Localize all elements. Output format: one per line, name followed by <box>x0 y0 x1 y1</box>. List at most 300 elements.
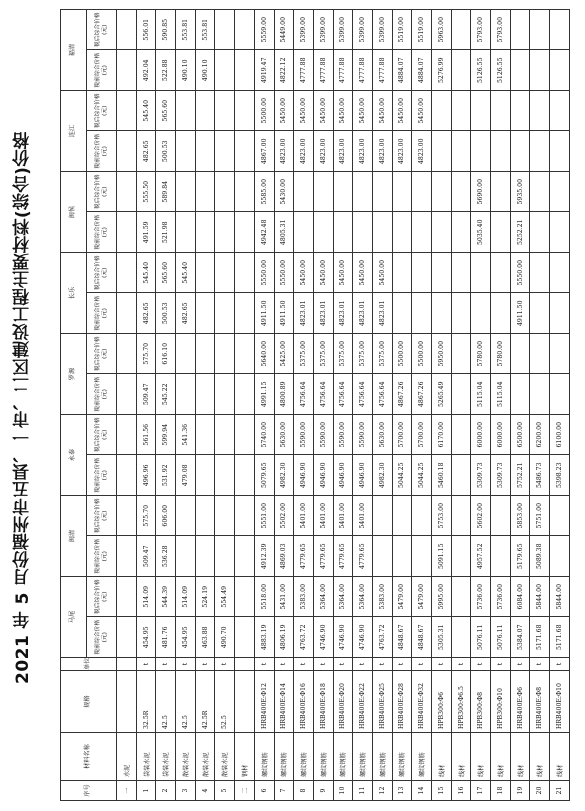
price-cell: 5585.00 <box>254 172 274 213</box>
price-cell: 4946.90 <box>333 455 353 496</box>
row-seq-cell: 一 <box>117 781 137 801</box>
header-pretax-price: 税前综合价格(元) <box>87 374 117 415</box>
price-cell: 4763.72 <box>372 617 392 658</box>
price-cell: 5035.40 <box>471 212 491 253</box>
price-cell <box>530 334 550 375</box>
material-name-cell: 散装水泥 <box>195 733 215 781</box>
row-seq-cell: 7 <box>274 781 294 801</box>
row-seq-cell: 17 <box>471 781 491 801</box>
price-cell: 5399.00 <box>333 10 353 51</box>
material-name-cell: 螺纹钢筋 <box>412 733 432 781</box>
price-cell <box>353 212 373 253</box>
price-cell <box>451 50 471 91</box>
price-cell: 4805.31 <box>274 212 294 253</box>
price-cell: 5500.00 <box>254 91 274 132</box>
price-cell: 482.65 <box>176 293 196 334</box>
price-cell <box>550 253 570 294</box>
price-cell <box>550 374 570 415</box>
price-cell <box>530 212 550 253</box>
price-cell <box>530 131 550 172</box>
row-seq-cell: 16 <box>451 781 471 801</box>
price-cell: 4946.90 <box>313 455 333 496</box>
price-cell: 5550.00 <box>254 253 274 294</box>
price-cell: 5079.65 <box>254 455 274 496</box>
price-cell <box>451 334 471 375</box>
price-cell <box>215 496 235 537</box>
price-cell <box>451 212 471 253</box>
price-cell <box>195 415 215 456</box>
price-cell: 5450.00 <box>294 91 314 132</box>
price-cell: 5364.00 <box>333 577 353 618</box>
price-cell: 4756.64 <box>372 374 392 415</box>
price-cell: 5502.00 <box>274 496 294 537</box>
price-cell: 4779.65 <box>353 536 373 577</box>
price-cell: 5171.68 <box>530 617 550 658</box>
price-table-container <box>60 10 570 801</box>
price-cell: 4942.48 <box>254 212 274 253</box>
unit-cell: t <box>451 658 471 671</box>
price-cell <box>550 50 570 91</box>
price-cell: 555.50 <box>136 172 156 213</box>
price-cell: 5479.00 <box>392 577 412 618</box>
price-cell: 4823.00 <box>353 131 373 172</box>
table-row <box>510 10 530 801</box>
row-seq-cell: 3 <box>176 781 196 801</box>
price-cell <box>117 496 137 537</box>
spec-cell: HRB400E:Φ25 <box>372 671 392 733</box>
price-cell <box>432 293 452 334</box>
price-cell: 5559.00 <box>254 10 274 51</box>
price-cell: 4919.47 <box>254 50 274 91</box>
price-cell: 5590.00 <box>333 415 353 456</box>
price-cell: 5963.00 <box>432 10 452 51</box>
price-cell <box>235 496 255 537</box>
row-seq-cell: 1 <box>136 781 156 801</box>
price-cell: 5500.00 <box>412 334 432 375</box>
price-cell <box>195 455 215 496</box>
price-cell: 5044.25 <box>412 455 432 496</box>
price-cell: 6100.00 <box>550 415 570 456</box>
price-cell <box>215 293 235 334</box>
table-row <box>333 10 353 801</box>
price-cell: 5935.00 <box>510 172 530 213</box>
table-row <box>254 10 274 801</box>
price-cell: 5383.00 <box>294 577 314 618</box>
spec-cell: 52.5 <box>215 671 235 733</box>
price-cell <box>392 253 412 294</box>
price-cell <box>176 374 196 415</box>
price-cell <box>333 212 353 253</box>
price-cell: 5460.18 <box>432 455 452 496</box>
price-cell <box>550 91 570 132</box>
price-cell: 5450.00 <box>274 91 294 132</box>
price-cell: 5551.00 <box>254 496 274 537</box>
price-cell: 5450.00 <box>333 91 353 132</box>
price-cell: 553.81 <box>176 10 196 51</box>
price-cell <box>235 50 255 91</box>
price-cell: 522.88 <box>156 50 176 91</box>
price-cell: 5500.00 <box>392 334 412 375</box>
material-name-cell: 线材 <box>530 733 550 781</box>
price-cell: 4823.00 <box>313 131 333 172</box>
price-cell: 5751.00 <box>530 496 550 537</box>
unit-cell: t <box>412 658 432 671</box>
price-cell: 561.56 <box>136 415 156 456</box>
price-cell: 4884.07 <box>412 50 432 91</box>
price-cell <box>215 131 235 172</box>
table-row <box>156 10 176 801</box>
header-region: 永泰 <box>61 415 87 496</box>
price-cell: 575.70 <box>136 334 156 375</box>
price-cell: 5450.00 <box>294 253 314 294</box>
price-cell <box>530 91 550 132</box>
table-row <box>117 10 137 801</box>
price-cell <box>471 253 491 294</box>
price-cell: 6000.00 <box>471 415 491 456</box>
row-seq-cell: 11 <box>353 781 373 801</box>
price-cell: 5450.00 <box>313 91 333 132</box>
table-row <box>136 10 156 801</box>
price-cell <box>117 253 137 294</box>
price-cell <box>550 536 570 577</box>
price-cell: 4779.65 <box>333 536 353 577</box>
price-cell: 4746.90 <box>313 617 333 658</box>
price-cell: 5753.00 <box>432 496 452 537</box>
price-cell <box>215 253 235 294</box>
price-cell <box>432 131 452 172</box>
row-seq-cell: 14 <box>412 781 432 801</box>
material-name-cell: 线材 <box>432 733 452 781</box>
price-cell: 4756.64 <box>353 374 373 415</box>
header-posttax-price: 税后综合价格(元) <box>87 334 117 375</box>
price-cell: 5364.00 <box>353 577 373 618</box>
price-cell <box>235 91 255 132</box>
price-cell: 4823.00 <box>372 131 392 172</box>
price-cell: 4779.65 <box>294 536 314 577</box>
price-cell: 554.49 <box>215 577 235 618</box>
unit-cell: t <box>432 658 452 671</box>
price-cell: 4823.01 <box>353 293 373 334</box>
header-pretax-price: 税前综合价格(元) <box>87 293 117 334</box>
price-cell <box>235 293 255 334</box>
price-cell <box>451 253 471 294</box>
price-cell: 454.95 <box>176 617 196 658</box>
header-region: 连江 <box>61 91 87 172</box>
price-cell <box>392 536 412 577</box>
price-cell: 565.60 <box>156 91 176 132</box>
price-cell: 5309.73 <box>471 455 491 496</box>
price-cell <box>432 253 452 294</box>
price-cell: 5519.00 <box>392 10 412 51</box>
price-cell: 4779.65 <box>313 536 333 577</box>
price-cell: 5126.55 <box>471 50 491 91</box>
material-name-cell: 螺纹钢筋 <box>372 733 392 781</box>
price-cell <box>412 536 432 577</box>
spec-cell: HPB300:Φ8 <box>471 671 491 733</box>
price-cell: 4946.90 <box>294 455 314 496</box>
price-cell: 4883.19 <box>254 617 274 658</box>
price-cell: 4763.72 <box>294 617 314 658</box>
price-cell: 5126.55 <box>491 50 511 91</box>
row-seq-cell: 12 <box>372 781 392 801</box>
header-name: 材料名称 <box>61 733 117 781</box>
price-cell: 4867.00 <box>254 131 274 172</box>
price-cell <box>451 577 471 618</box>
row-seq-cell: 15 <box>432 781 452 801</box>
header-pretax-price: 税前综合价格(元) <box>87 536 117 577</box>
material-name-cell: 散装水泥 <box>176 733 196 781</box>
header-pretax-price: 税前综合价格(元) <box>87 212 117 253</box>
price-cell: 5752.21 <box>510 455 530 496</box>
price-cell: 5550.00 <box>510 253 530 294</box>
header-posttax-price: 税后综合价格(元) <box>87 577 117 618</box>
price-cell <box>176 496 196 537</box>
price-cell <box>176 131 196 172</box>
price-cell <box>491 91 511 132</box>
price-cell <box>235 334 255 375</box>
price-cell: 5398.23 <box>550 455 570 496</box>
table-row <box>215 10 235 801</box>
material-name-cell: 线材 <box>471 733 491 781</box>
price-cell: 4823.01 <box>294 293 314 334</box>
header-region: 闽清 <box>61 496 87 577</box>
unit-cell: t <box>392 658 412 671</box>
price-cell <box>215 536 235 577</box>
price-cell <box>491 212 511 253</box>
price-cell: 5450.00 <box>333 253 353 294</box>
price-cell <box>412 496 432 537</box>
price-cell: 4823.00 <box>412 131 432 172</box>
price-cell <box>176 172 196 213</box>
price-table <box>60 9 570 801</box>
price-cell <box>432 172 452 213</box>
price-cell: 616.10 <box>156 334 176 375</box>
price-cell <box>117 91 137 132</box>
unit-cell: t <box>471 658 491 671</box>
price-cell: 482.65 <box>136 131 156 172</box>
price-cell: 556.01 <box>136 10 156 51</box>
price-cell <box>235 536 255 577</box>
spec-cell: HRB400E:Φ16 <box>294 671 314 733</box>
price-cell <box>530 10 550 51</box>
price-cell: 4982.30 <box>372 455 392 496</box>
header-row-regions <box>61 10 87 801</box>
price-cell <box>215 415 235 456</box>
price-cell <box>117 172 137 213</box>
price-cell: 5550.00 <box>274 253 294 294</box>
header-region: 长乐 <box>61 253 87 334</box>
price-cell: 5450.00 <box>372 91 392 132</box>
table-row <box>491 10 511 801</box>
header-pretax-price: 税前综合价格(元) <box>87 131 117 172</box>
price-cell <box>372 496 392 537</box>
price-cell: 5115.04 <box>471 374 491 415</box>
price-cell <box>451 91 471 132</box>
unit-cell: t <box>294 658 314 671</box>
price-cell <box>176 334 196 375</box>
table-row <box>274 10 294 801</box>
row-seq-cell: 18 <box>491 781 511 801</box>
spec-cell: HPB300:Φ6.5 <box>451 671 471 733</box>
material-name-cell: 螺纹钢筋 <box>254 733 274 781</box>
header-posttax-price: 税后综合价格(元) <box>87 253 117 294</box>
unit-cell: t <box>156 658 176 671</box>
header-region: 闽侯 <box>61 172 87 253</box>
unit-cell: t <box>313 658 333 671</box>
price-cell: 5479.00 <box>412 577 432 618</box>
price-cell: 545.40 <box>136 253 156 294</box>
material-name-cell: 袋装水泥 <box>136 733 156 781</box>
price-cell: 5375.00 <box>333 334 353 375</box>
price-cell: 5252.21 <box>510 212 530 253</box>
price-cell: 5450.00 <box>392 91 412 132</box>
price-cell: 4800.89 <box>274 374 294 415</box>
row-seq-cell: 2 <box>156 781 176 801</box>
price-cell: 4746.90 <box>333 617 353 658</box>
price-cell: 5450.00 <box>353 91 373 132</box>
price-cell <box>117 577 137 618</box>
header-pretax-price: 税前综合价格(元) <box>87 50 117 91</box>
price-cell: 5383.00 <box>372 577 392 618</box>
price-cell: 5399.00 <box>313 10 333 51</box>
price-cell: 5950.00 <box>432 334 452 375</box>
spec-cell: 42.5 <box>176 671 196 733</box>
price-cell: 6084.00 <box>510 577 530 618</box>
table-row <box>451 10 471 801</box>
table-row <box>530 10 550 801</box>
header-posttax-price: 税后综合价格(元) <box>87 91 117 132</box>
spec-cell: HPB300:Φ10 <box>491 671 511 733</box>
price-cell <box>117 212 137 253</box>
price-cell: 5450.00 <box>313 253 333 294</box>
unit-cell: t <box>510 658 530 671</box>
price-cell <box>510 131 530 172</box>
price-cell <box>235 253 255 294</box>
material-name-cell: 水泥 <box>117 733 137 781</box>
price-cell: 4867.26 <box>412 374 432 415</box>
price-cell <box>530 50 550 91</box>
price-cell <box>117 50 137 91</box>
price-cell <box>491 253 511 294</box>
price-cell <box>235 617 255 658</box>
material-name-cell: 线材 <box>550 733 570 781</box>
header-posttax-price: 税后综合价格(元) <box>87 172 117 213</box>
row-seq-cell: 13 <box>392 781 412 801</box>
price-cell: 509.47 <box>136 536 156 577</box>
price-cell: 500.53 <box>156 131 176 172</box>
price-cell: 509.47 <box>136 374 156 415</box>
spec-cell: HRB400E:Φ10 <box>550 671 570 733</box>
row-seq-cell: 4 <box>195 781 215 801</box>
spec-cell: HRB400E:Φ22 <box>353 671 373 733</box>
price-cell <box>215 212 235 253</box>
price-cell <box>491 293 511 334</box>
price-cell <box>372 536 392 577</box>
price-cell: 492.04 <box>136 50 156 91</box>
row-seq-cell: 10 <box>333 781 353 801</box>
unit-cell: t <box>333 658 353 671</box>
price-cell: 4848.67 <box>392 617 412 658</box>
price-cell <box>195 374 215 415</box>
price-cell <box>215 455 235 496</box>
table-row <box>176 10 196 801</box>
price-cell: 5089.38 <box>530 536 550 577</box>
price-cell: 4777.88 <box>372 50 392 91</box>
price-cell: 6200.00 <box>530 415 550 456</box>
header-region: 马尾 <box>61 577 87 658</box>
table-row <box>392 10 412 801</box>
table-row <box>372 10 392 801</box>
price-cell: 4884.07 <box>392 50 412 91</box>
unit-cell: t <box>254 658 274 671</box>
price-cell <box>491 536 511 577</box>
price-cell: 5399.00 <box>353 10 373 51</box>
price-cell: 5780.00 <box>471 334 491 375</box>
price-cell <box>117 455 137 496</box>
price-cell: 4823.00 <box>392 131 412 172</box>
price-cell: 5736.00 <box>491 577 511 618</box>
row-seq-cell: 9 <box>313 781 333 801</box>
price-cell: 5519.00 <box>412 10 432 51</box>
unit-cell: t <box>274 658 294 671</box>
spec-cell <box>235 671 255 733</box>
spec-cell: HPB300:Φ6 <box>432 671 452 733</box>
price-cell: 536.28 <box>156 536 176 577</box>
price-cell: 4756.64 <box>313 374 333 415</box>
price-cell: 5844.00 <box>530 577 550 618</box>
header-seq: 序号 <box>61 781 117 801</box>
price-cell: 5401.00 <box>294 496 314 537</box>
price-cell <box>333 172 353 213</box>
price-cell: 4867.26 <box>392 374 412 415</box>
price-cell: 606.00 <box>156 496 176 537</box>
price-cell <box>235 374 255 415</box>
price-cell: 4991.15 <box>254 374 274 415</box>
price-cell <box>117 334 137 375</box>
price-cell: 4756.64 <box>333 374 353 415</box>
price-cell: 5375.00 <box>313 334 333 375</box>
price-cell: 5399.00 <box>372 10 392 51</box>
unit-cell: t <box>530 658 550 671</box>
price-cell: 5780.00 <box>491 334 511 375</box>
price-cell <box>451 496 471 537</box>
price-cell <box>550 131 570 172</box>
price-cell <box>235 131 255 172</box>
price-cell: 5425.00 <box>274 334 294 375</box>
spec-cell: HRB400E:Φ12 <box>254 671 274 733</box>
spec-cell: HRB400E:Φ18 <box>313 671 333 733</box>
price-cell <box>372 172 392 213</box>
price-cell: 5375.00 <box>372 334 392 375</box>
unit-cell: t <box>491 658 511 671</box>
unit-cell <box>235 658 255 671</box>
price-cell: 5590.00 <box>313 415 333 456</box>
price-cell: 4911.50 <box>510 293 530 334</box>
price-cell <box>412 172 432 213</box>
price-cell <box>471 293 491 334</box>
price-cell: 5091.15 <box>432 536 452 577</box>
price-cell <box>510 50 530 91</box>
price-cell: 5384.07 <box>510 617 530 658</box>
price-cell: 5044.25 <box>392 455 412 496</box>
unit-cell: t <box>195 658 215 671</box>
spec-cell: HRB400E:Φ6 <box>510 671 530 733</box>
price-cell: 6500.00 <box>510 415 530 456</box>
spec-cell: HRB400E:Φ14 <box>274 671 294 733</box>
price-cell <box>412 253 432 294</box>
price-cell: 514.09 <box>176 577 196 618</box>
price-cell: 524.19 <box>195 577 215 618</box>
